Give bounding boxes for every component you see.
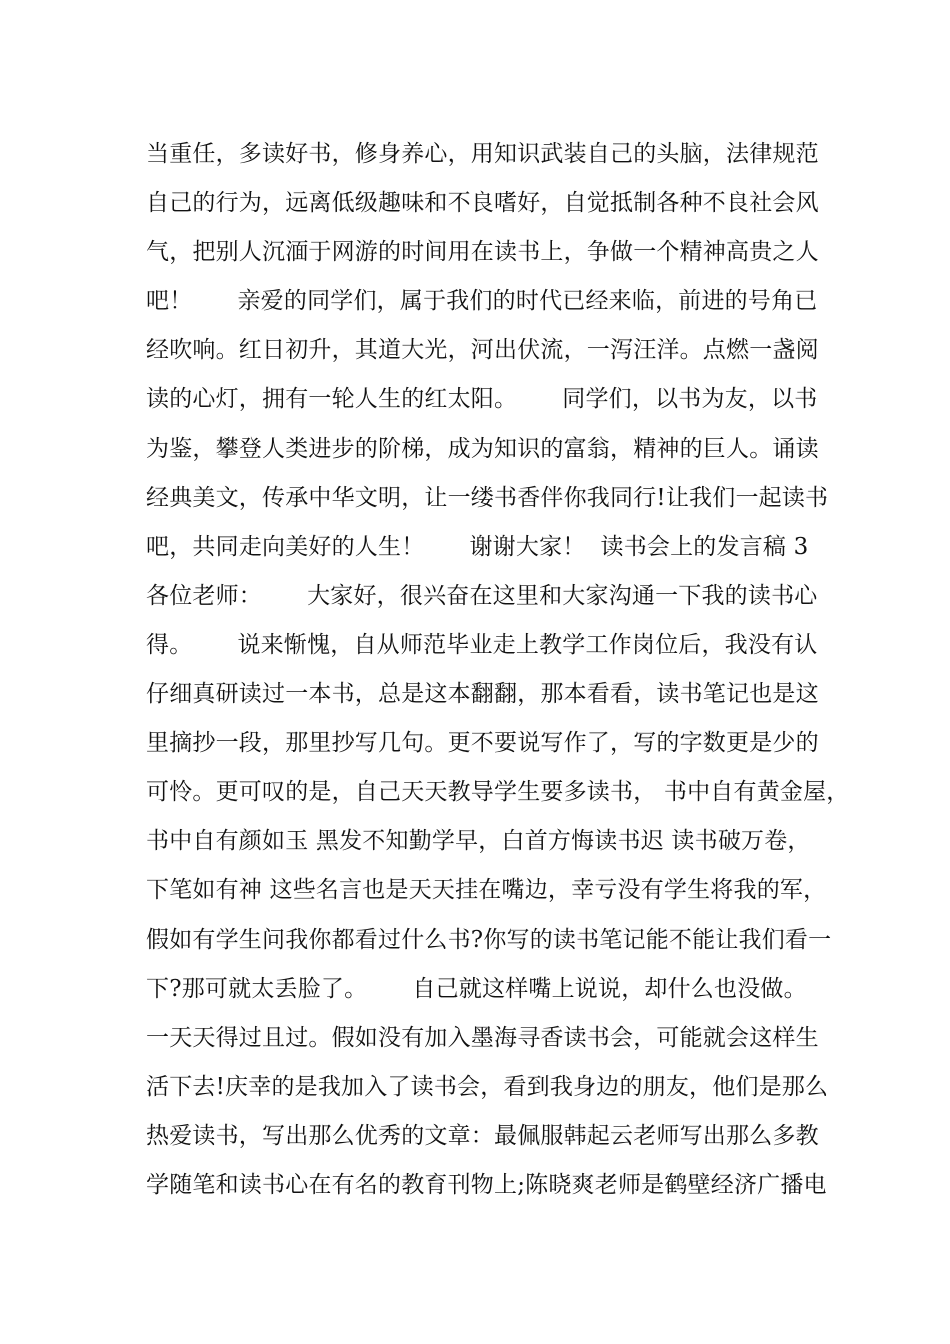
text-line: 假如有学生问我你都看过什么书?你写的读书笔记能不能让我们看一 bbox=[146, 926, 832, 953]
text-line: 热爱读书，写出那么优秀的文章：最佩服韩起云老师写出那么多教 bbox=[146, 1122, 819, 1149]
body-text bbox=[146, 130, 850, 1210]
text-line: 一天天得过且过。假如没有加入墨海寻香读书会，可能就会这样生 bbox=[146, 1024, 819, 1051]
text-line: 里摘抄一段，那里抄写几句。更不要说写作了，写的字数更是少的 bbox=[146, 730, 819, 757]
text-line: 学随笔和读书心在有名的教育刊物上;陈晓爽老师是鹤壁经济广播电 bbox=[146, 1171, 827, 1198]
text-line: 各位老师： 大家好，很兴奋在这里和大家沟通一下我的读书心 bbox=[146, 582, 818, 609]
text-line: 下?那可就太丢脸了。 自己就这样嘴上说说，却什么也没做。 bbox=[146, 975, 807, 1002]
text-line: 可怜。更可叹的是，自己天天教导学生要多读书， 书中自有黄金屋， bbox=[146, 779, 850, 806]
text-line: 吧！ 亲爱的同学们，属于我们的时代已经来临，前进的号角已 bbox=[146, 288, 818, 315]
text-line: 读的心灯，拥有一轮人生的红太阳。 同学们，以书为友，以书 bbox=[146, 386, 818, 413]
text-line: 气，把别人沉湎于网游的时间用在读书上，争做一个精神高贵之人 bbox=[146, 239, 819, 266]
text-line: 自己的行为，远离低级趣味和不良嗜好，自觉抵制各种不良社会风 bbox=[146, 190, 819, 217]
text-line: 下笔如有神 这些名言也是天天挂在嘴边，幸亏没有学生将我的军， bbox=[146, 877, 827, 904]
text-line: 得。 说来惭愧，自从师范毕业走上教学工作岗位后，我没有认 bbox=[146, 631, 818, 658]
text-line: 经典美文，传承中华文明，让一缕书香伴你我同行!让我们一起读书 bbox=[146, 484, 829, 511]
text-line: 经吹响。红日初升，其道大光，河出伏流，一泻汪洋。点燃一盏阅 bbox=[146, 337, 819, 364]
text-line: 吧，共同走向美好的人生！ 谢谢大家！ 读书会上的发言稿 3 bbox=[146, 533, 809, 560]
text-line: 活下去!庆幸的是我加入了读书会，看到我身边的朋友，他们是那么 bbox=[146, 1073, 829, 1100]
text-line: 仔细真研读过一本书，总是这本翻翻，那本看看，读书笔记也是这 bbox=[146, 681, 819, 708]
text-line: 当重任，多读好书，修身养心，用知识武装自己的头脑，法律规范 bbox=[146, 141, 819, 167]
text-line: 为鉴，攀登人类进步的阶梯，成为知识的富翁，精神的巨人。诵读 bbox=[146, 435, 819, 462]
text-line: 书中自有颜如玉 黑发不知勤学早，白首方悔读书迟 读书破万卷， bbox=[146, 828, 811, 855]
